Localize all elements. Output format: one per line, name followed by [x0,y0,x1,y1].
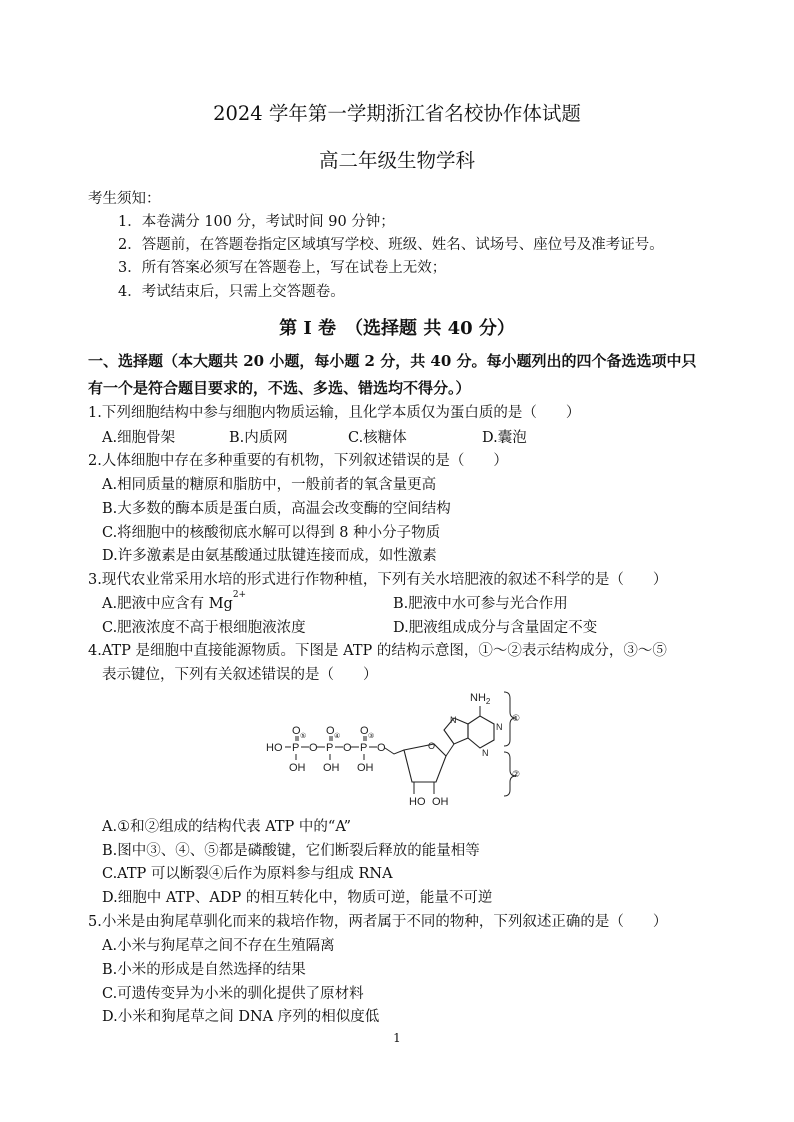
option-d: D.许多激素是由氨基酸通过肽键连接而成，如性激素 [102,548,437,564]
nitrogen-label: N [450,715,457,725]
atp-structure-diagram [258,686,530,814]
bond-5-label: ⑤ [300,733,307,740]
option-c: C.将细胞中的核酸彻底水解可以得到 8 种小分子物质 [102,525,441,541]
question-stem-cont: 表示键位，下列有关叙述错误的是（ ） [102,667,378,683]
hydroxyl-label: OH [432,796,449,808]
oxygen-label: O [360,725,369,737]
hydroxyl-label: HO [409,796,426,808]
methylene-linker [385,748,404,754]
option-d: D.囊泡 [482,430,527,446]
question-stem: 3.现代农业常采用水培的形式进行作物种植，下列有关水培肥液的叙述不科学的是（ ） [88,572,668,588]
option-c: C.ATP 可以断裂④后作为原料参与组成 RNA [102,866,393,882]
option-b: B.图中③、④、⑤都是磷酸键，它们断裂后释放的能量相等 [102,843,480,859]
option-a: A.相同质量的糖原和脂肪中，一般前者的氧含量更高 [102,477,437,493]
amino-subscript: 2 [485,697,491,706]
option-d: D.细胞中 ATP、ADP 的相互转化中，物质可逆，能量不可逆 [102,890,493,906]
exam-subtitle: 高二年级生物学科 [318,149,475,172]
hydroxyl-label: HO [266,742,283,754]
section-instruction-cont: 有一个是符合题目要求的，不选、多选、错选均不得分。） [88,379,471,397]
option-d: D.肥液组成成分与含量固定不变 [393,620,598,636]
option-a [102,592,246,613]
option-a: A.小米与狗尾草之间不存在生殖隔离 [102,938,335,954]
ion-charge: 2+ [232,590,247,600]
phosphorus-label: P [326,742,334,754]
oxygen-label: O [377,742,386,754]
notice-item: 2．答题前，在答题卷指定区域填写学校、班级、姓名、试场号、座位号及准考证号。 [118,237,664,253]
hydroxyl-label: OH [323,762,340,774]
option-d: D.小米和狗尾草之间 DNA 序列的相似度低 [102,1009,380,1025]
ribose-ring [404,744,446,782]
option-c: C.可遗传变异为小米的驯化提供了原材料 [102,986,364,1002]
nitrogen-label: N [482,748,489,758]
option-b: B.内质网 [229,430,288,446]
section-instruction: 一、选择题（本大题共 20 小题，每小题 2 分，共 40 分。每小题列出的四个备选选项中只 [88,352,697,370]
amino-group-label [470,692,491,706]
ring-oxygen-label: O [428,741,436,751]
phosphorus-label: P [360,742,368,754]
question-stem: 1.下列细胞结构中参与细胞内物质运输，且化学本质仅为蛋白质的是（ ） [88,405,581,421]
oxygen-label: O [292,725,301,737]
bond-3-label: ③ [368,733,375,740]
option-b: B.大多数的酶本质是蛋白质，高温会改变酶的空间结构 [102,501,451,517]
oxygen-label: O [343,742,352,754]
amino-text: NH [470,692,486,704]
option-b: B.小米的形成是自然选择的结果 [102,962,306,978]
option-a-text: A.肥液中应含有 Mg [102,596,233,612]
hydroxyl-label: OH [289,762,306,774]
oxygen-label: O [326,725,335,737]
page-number: 1 [393,1031,401,1045]
bond-4-label: ④ [334,733,341,740]
label-1: ① [512,713,521,723]
glycosidic-bond [446,744,454,756]
notice-item: 3．所有答案必须写在答题卷上，写在试卷上无效； [118,260,447,276]
question-stem: 5.小米是由狗尾草驯化而来的栽培作物，两者属于不同的物种，下列叙述正确的是（ ） [88,914,668,930]
question-stem: 2.人体细胞中存在多种重要的有机物，下列叙述错误的是（ ） [88,453,508,469]
option-c: C.核糖体 [348,430,407,446]
option-a: A.①和②组成的结构代表 ATP 中的“A” [102,819,352,835]
option-b: B.肥液中水可参与光合作用 [393,596,568,612]
pyrimidine-ring [468,716,494,748]
hydroxyl-label: OH [357,762,374,774]
exam-title: 2024 学年第一学期浙江省名校协作体试题 [213,102,581,125]
label-2: ② [512,769,521,779]
notice-item: 4．考试结束后，只需上交答题卷。 [118,284,345,300]
phosphorus-label: P [292,742,300,754]
question-stem: 4.ATP 是细胞中直接能源物质。下图是 ATP 的结构示意图，①～②表示结构成分，③～⑤ [88,643,667,659]
notice-heading: 考生须知： [88,191,161,207]
nitrogen-label: N [496,722,503,732]
oxygen-label: O [309,742,318,754]
option-c: C.肥液浓度不高于根细胞液浓度 [102,620,306,636]
notice-item: 1．本卷满分 100 分，考试时间 90 分钟； [118,214,395,230]
section-title: 第 I 卷 （选择题 共 40 分） [279,318,515,339]
option-a: A.细胞骨架 [102,430,176,446]
